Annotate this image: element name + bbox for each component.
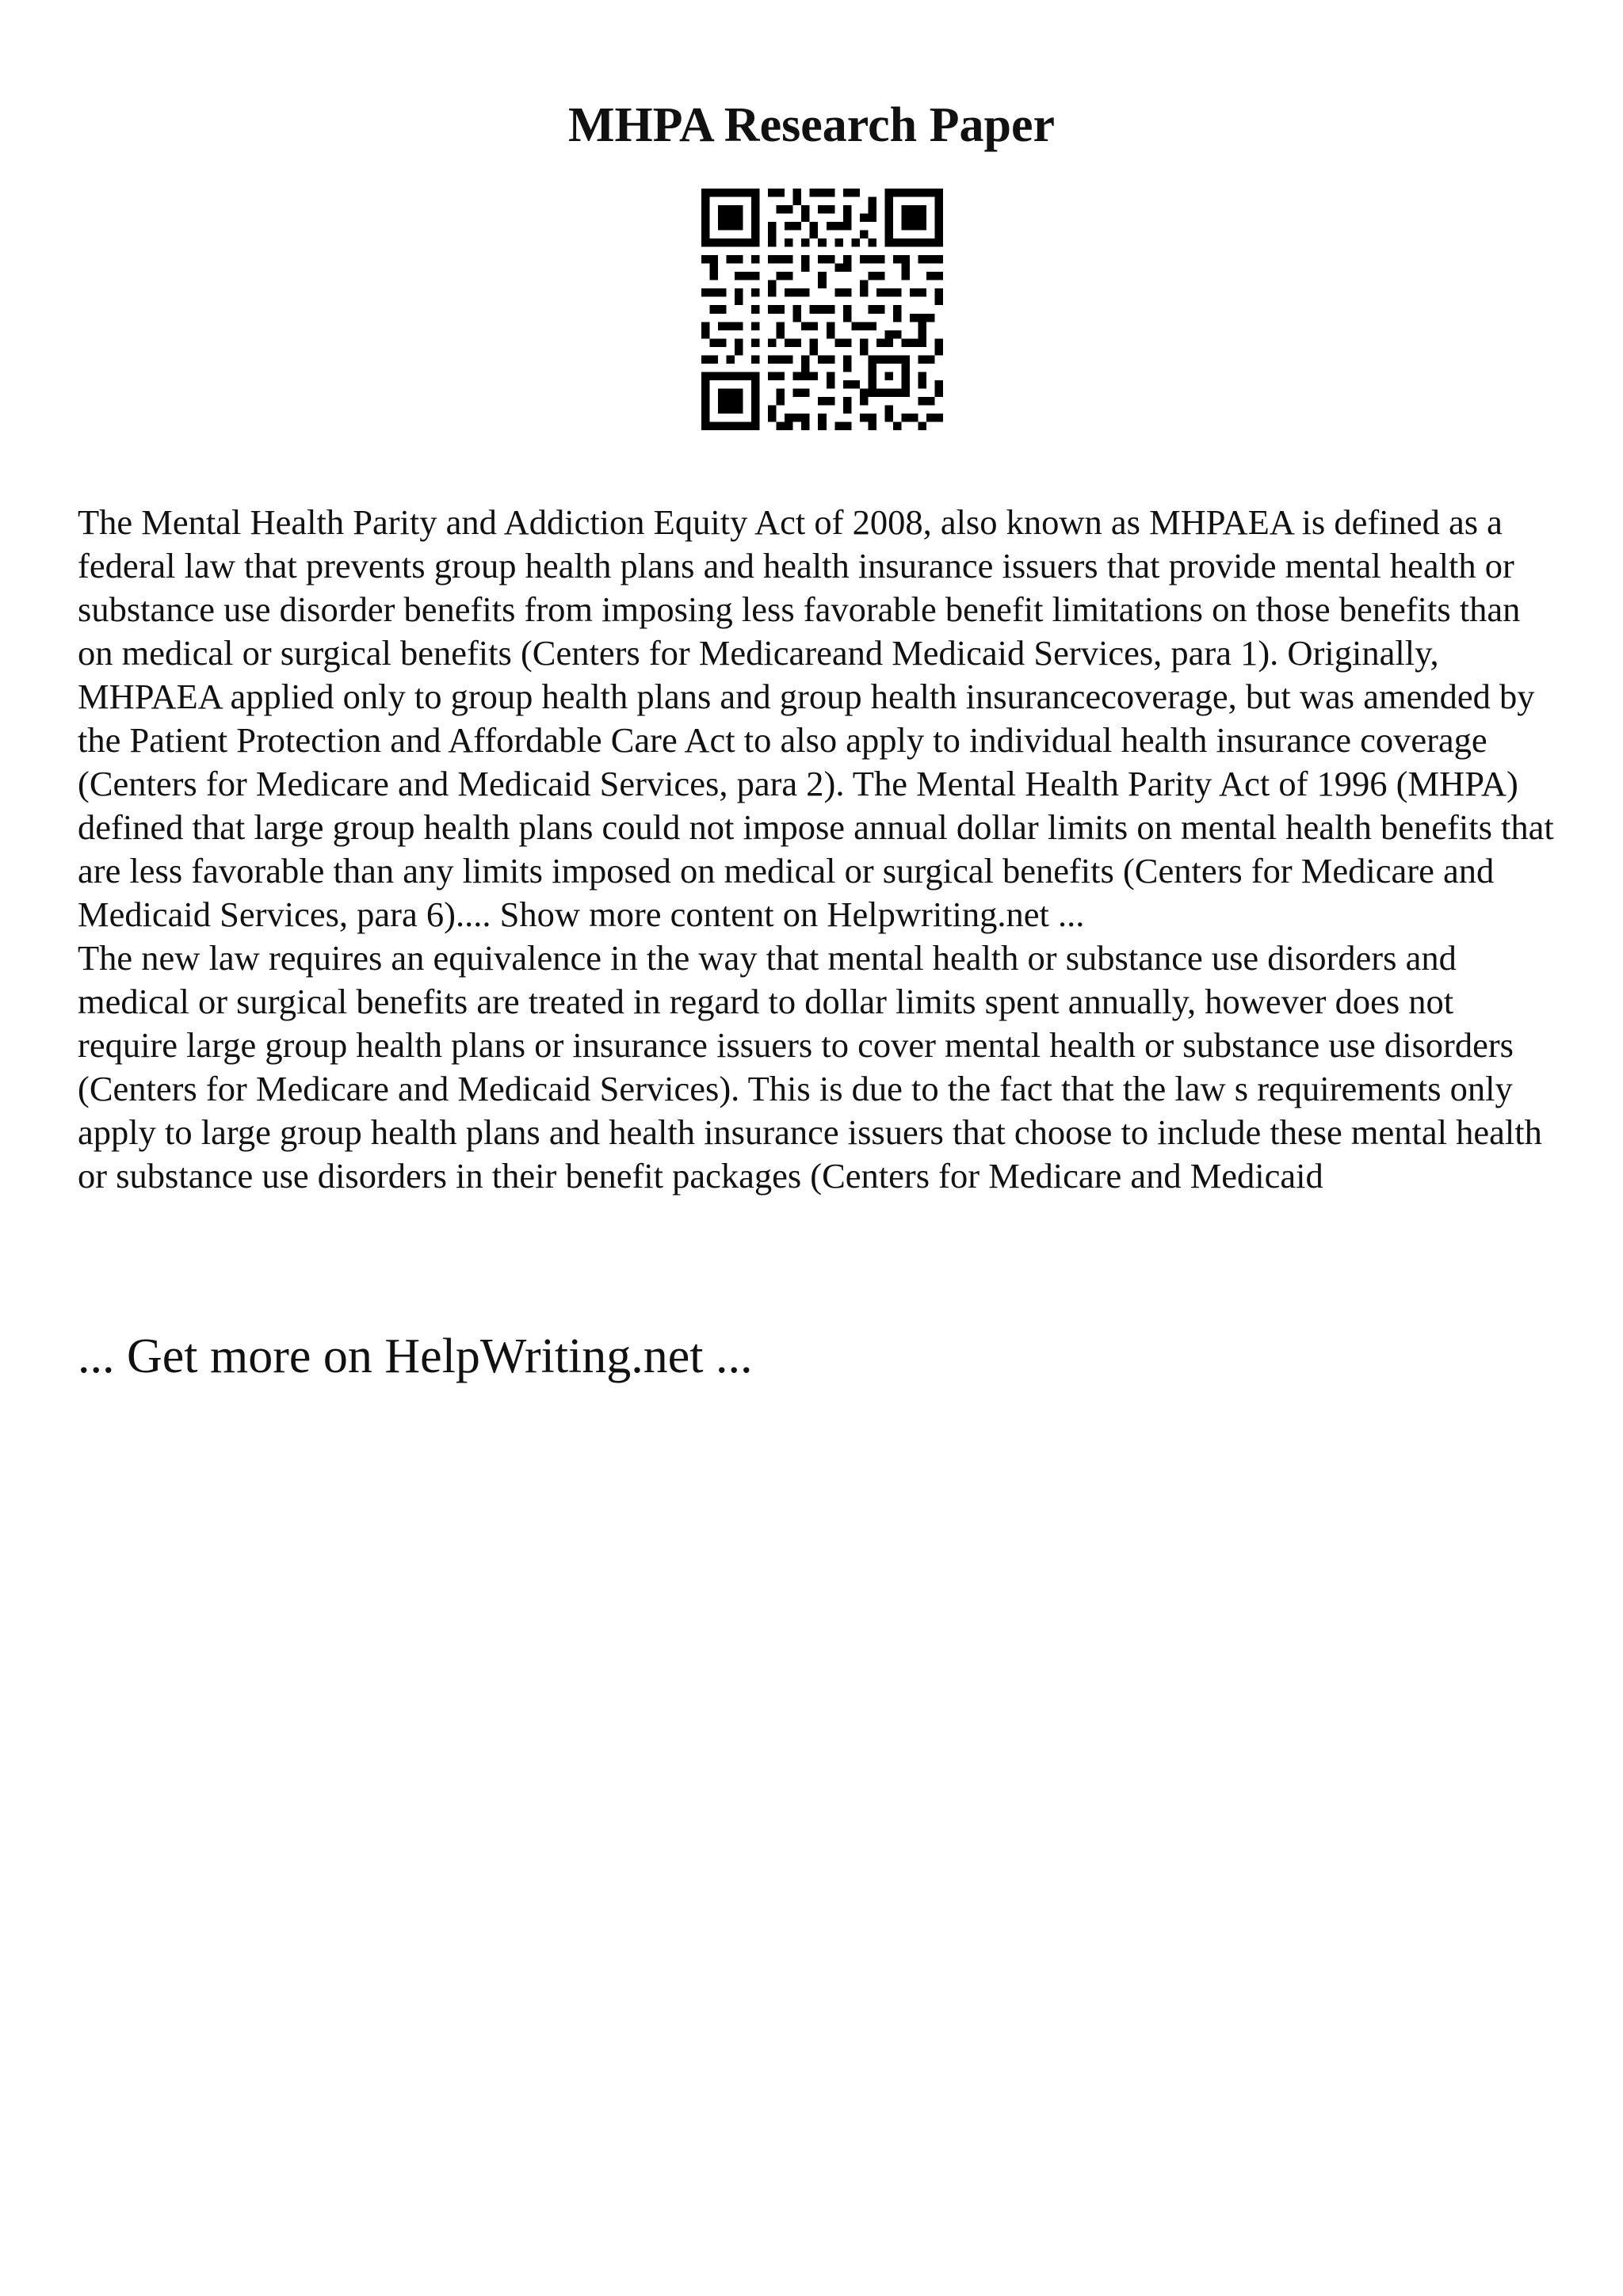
- article-body: [78, 501, 1560, 1198]
- qr-code-icon[interactable]: [701, 189, 943, 430]
- body-paragraph-1: The Mental Health Parity and Addiction Equity Act of 2008, also known as MHPAEA is defined as a federal law that prevents group health plans and health insurance issuers that provide mental health or substance use disorder benefits from imposing less favorable benefit limitations on those benefits than on medical or surgical benefits (Centers for Medicareand Medicaid Services, para 1). Originally, MHPAEA applied only to group health plans and group health insurancecoverage, but was amended by the Patient Protection and Affordable Care Act to also apply to individual health insurance coverage (Centers for Medicare and Medicaid Services, para 2). The Mental Health Parity Act of 1996 (MHPA) defined that large group health plans could not impose annual dollar limits on mental health benefits that are less favorable than any limits imposed on medical or surgical benefits (Centers for Medicare and Medicaid Services, para 6).... Show more content on Helpwriting.net ...: [78, 502, 1554, 934]
- page-title: MHPA Research Paper: [567, 98, 1056, 152]
- get-more-link[interactable]: ... Get more on HelpWriting.net ...: [78, 1329, 753, 1383]
- body-paragraph-2: The new law requires an equivalence in the way that mental health or substance use disorders and medical or surgical benefits are treated in regard to dollar limits spent annually, however does not require large group health plans or insurance issuers to cover mental health or substance use disorders (Centers for Medicare and Medicaid Services). This is due to the fact that the law s requirements only apply to large group health plans and health insurance issuers that choose to include these mental health or substance use disorders in their benefit packages (Centers for Medicare and Medicaid: [78, 938, 1542, 1196]
